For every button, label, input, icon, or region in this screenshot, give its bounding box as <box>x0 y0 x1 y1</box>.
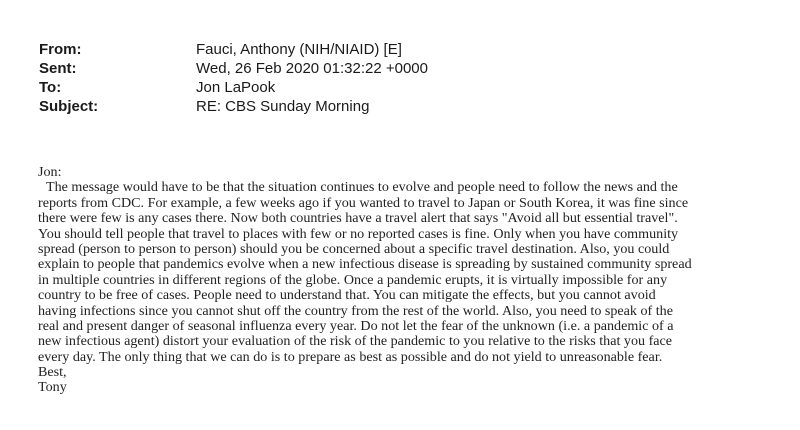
body-line: You should tell people that travel to places with few or no reported cases is fine. Only when you have community <box>38 225 679 242</box>
sent-value: Wed, 26 Feb 2020 01:32:22 +0000 <box>196 60 428 77</box>
email-header <box>39 40 428 116</box>
sent-label: Sent: <box>39 60 77 77</box>
body-line: country to be free of cases. People need to understand that. You can mitigate the effects, but you cannot avoid <box>38 287 656 304</box>
to-value: Jon LaPook <box>196 79 276 96</box>
body-line: The message would have to be that the situation continues to evolve and people need to follow the news and the <box>46 179 678 196</box>
to-row <box>39 78 428 97</box>
email-body <box>38 165 778 396</box>
signature: Tony <box>38 379 67 396</box>
subject-row <box>39 97 428 116</box>
sent-row <box>39 59 428 78</box>
body-line: reports from CDC. For example, a few weeks ago if you wanted to travel to Japan or South Korea, it was fine since <box>38 194 689 211</box>
body-line: new infectious agent) distort your evaluation of the risk of the pandemic to you relative to the risks that you face <box>38 333 673 350</box>
to-label: To: <box>39 79 62 96</box>
body-line: spread (person to person to person) should you be concerned about a specific travel destination. Also, you could <box>38 240 670 257</box>
body-line: there were few is any cases there. Now both countries have a travel alert that says "Avoid all but essential travel". <box>38 210 678 227</box>
greeting: Jon: <box>38 164 62 180</box>
body-line: in multiple countries in different regions of the globe. Once a pandemic erupts, it is virtually impossible for any <box>38 271 668 288</box>
body-line: every day. The only thing that we can do is to prepare as best as possible and do not yield to unreasonable fear. <box>38 348 663 365</box>
body-line: explain to people that pandemics evolve when a new infectious disease is spreading by sustained community spread <box>38 256 692 273</box>
subject-label: Subject: <box>39 98 99 115</box>
subject-value: RE: CBS Sunday Morning <box>196 98 370 115</box>
body-line: real and present danger of seasonal influenza every year. Do not let the fear of the unknown (i.e. a pandemic of a <box>38 317 674 334</box>
from-row <box>39 40 428 59</box>
from-label: From: <box>39 41 82 58</box>
body-line: having infections since you cannot shut off the country from the rest of the world. Also, you need to speak of the <box>38 302 673 319</box>
from-value: Fauci, Anthony (NIH/NIAID) [E] <box>196 41 402 58</box>
signoff: Best, <box>38 364 67 381</box>
